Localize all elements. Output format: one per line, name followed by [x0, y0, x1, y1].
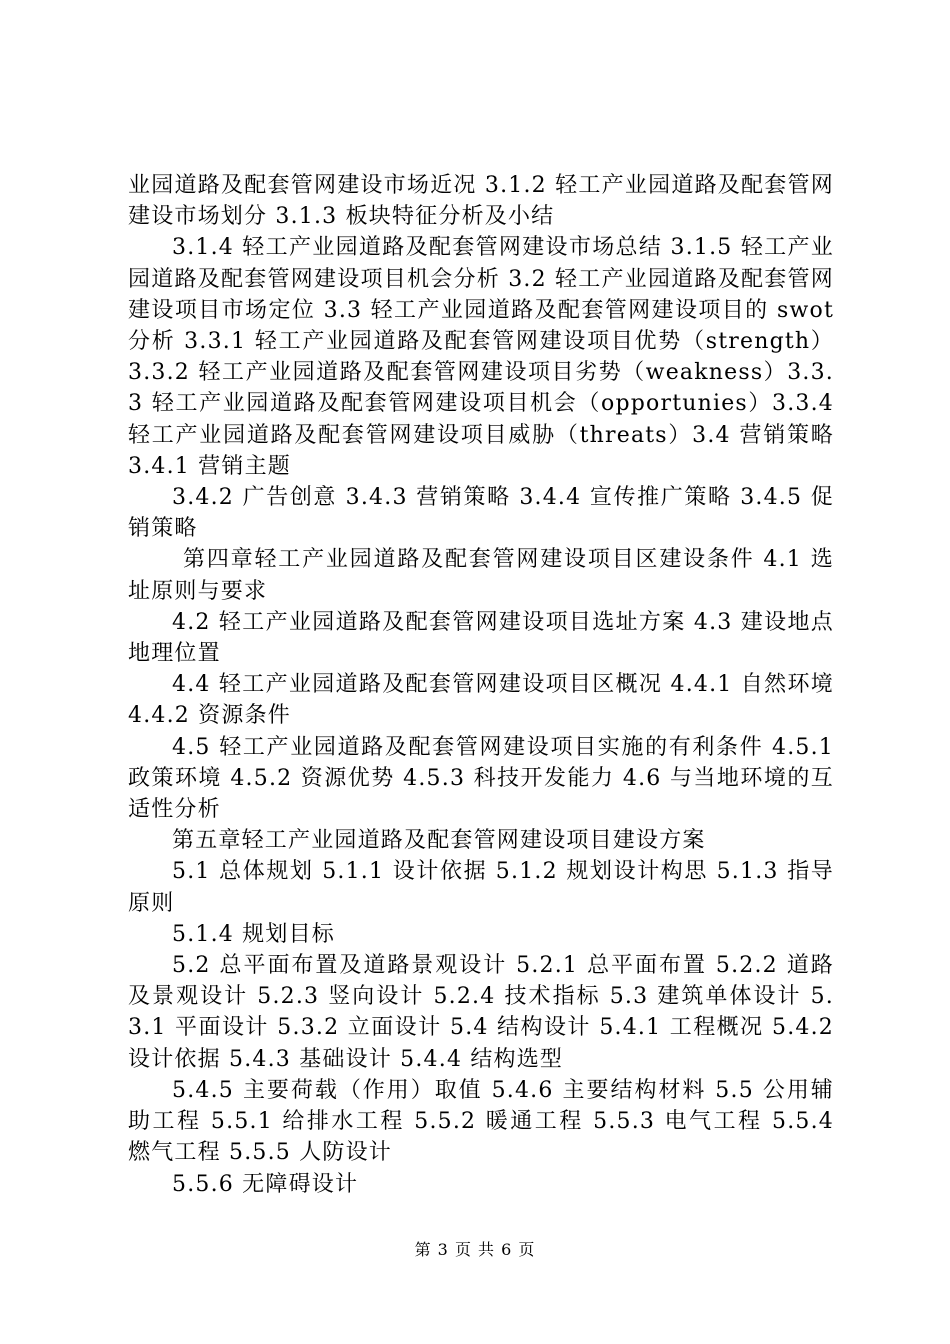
document-paragraph: 第五章轻工产业园道路及配套管网建设项目建设方案 [172, 828, 706, 854]
document-paragraph: 5.5.6 无障碍设计 [172, 1171, 359, 1197]
document-paragraph: 5.2 总平面布置及道路景观设计 5.2.1 总平面布置 5.2.2 道路及景观设计 5.2.3 竖向设计 5.2.4 技术指标 5.3 建筑单体设计 5.3.1 平面设计 5.3.2 立面设计 5.4 结构设计 5.4.1 工程概况 5.4.2 设计依据 5.4.3 基础设计 5.4.4 结构选型 [128, 953, 834, 1072]
document-paragraph: 5.4.5 主要荷载（作用）取值 5.4.6 主要结构材料 5.5 公用辅助工程 5.5.1 给排水工程 5.5.2 暖通工程 5.5.3 电气工程 5.5.4 燃气工程 5.5.5 人防设计 [128, 1077, 834, 1166]
page-footer: 第 3 页 共 6 页 [414, 1240, 536, 1259]
document-paragraph: 3.4.2 广告创意 3.4.3 营销策略 3.4.4 宣传推广策略 3.4.5 促销策略 [128, 485, 834, 542]
document-paragraph: 4.5 轻工产业园道路及配套管网建设项目实施的有利条件 4.5.1 政策环境 4.5.2 资源优势 4.5.3 科技开发能力 4.6 与当地环境的互适性分析 [128, 734, 834, 823]
document-paragraph: 业园道路及配套管网建设市场近况 3.1.2 轻工产业园道路及配套管网建设市场划分 3.1.3 板块特征分析及小结 [128, 173, 834, 230]
document-paragraph: 5.1.4 规划目标 [172, 921, 335, 947]
document-paragraph: 3.1.4 轻工产业园道路及配套管网建设市场总结 3.1.5 轻工产业园道路及配套管网建设项目机会分析 3.2 轻工产业园道路及配套管网建设项目市场定位 3.3 轻工产业园道路及配套管网建设项目的 swot 分析 3.3.1 轻工产业园道路及配套管网建设项目优势（strength）3.3.2 轻工产业园道路及配套管网建设项目劣势（weakness）3.3.3 轻工产业园道路及配套管网建设项目机会（opportunies）3.3.4 轻工产业园道路及配套管网建设项目威胁（threats）3.4 营销策略 3.4.1 营销主题 [128, 235, 834, 479]
document-paragraph: 第四章轻工产业园道路及配套管网建设项目区建设条件 4.1 选址原则与要求 [128, 547, 834, 604]
document-paragraph: 4.2 轻工产业园道路及配套管网建设项目选址方案 4.3 建设地点地理位置 [128, 609, 834, 667]
document-paragraph: 4.4 轻工产业园道路及配套管网建设项目区概况 4.4.1 自然环境 4.4.2 资源条件 [128, 672, 834, 729]
document-paragraph: 5.1 总体规划 5.1.1 设计依据 5.1.2 规划设计构思 5.1.3 指导原则 [128, 859, 834, 916]
document-body [128, 170, 834, 1200]
